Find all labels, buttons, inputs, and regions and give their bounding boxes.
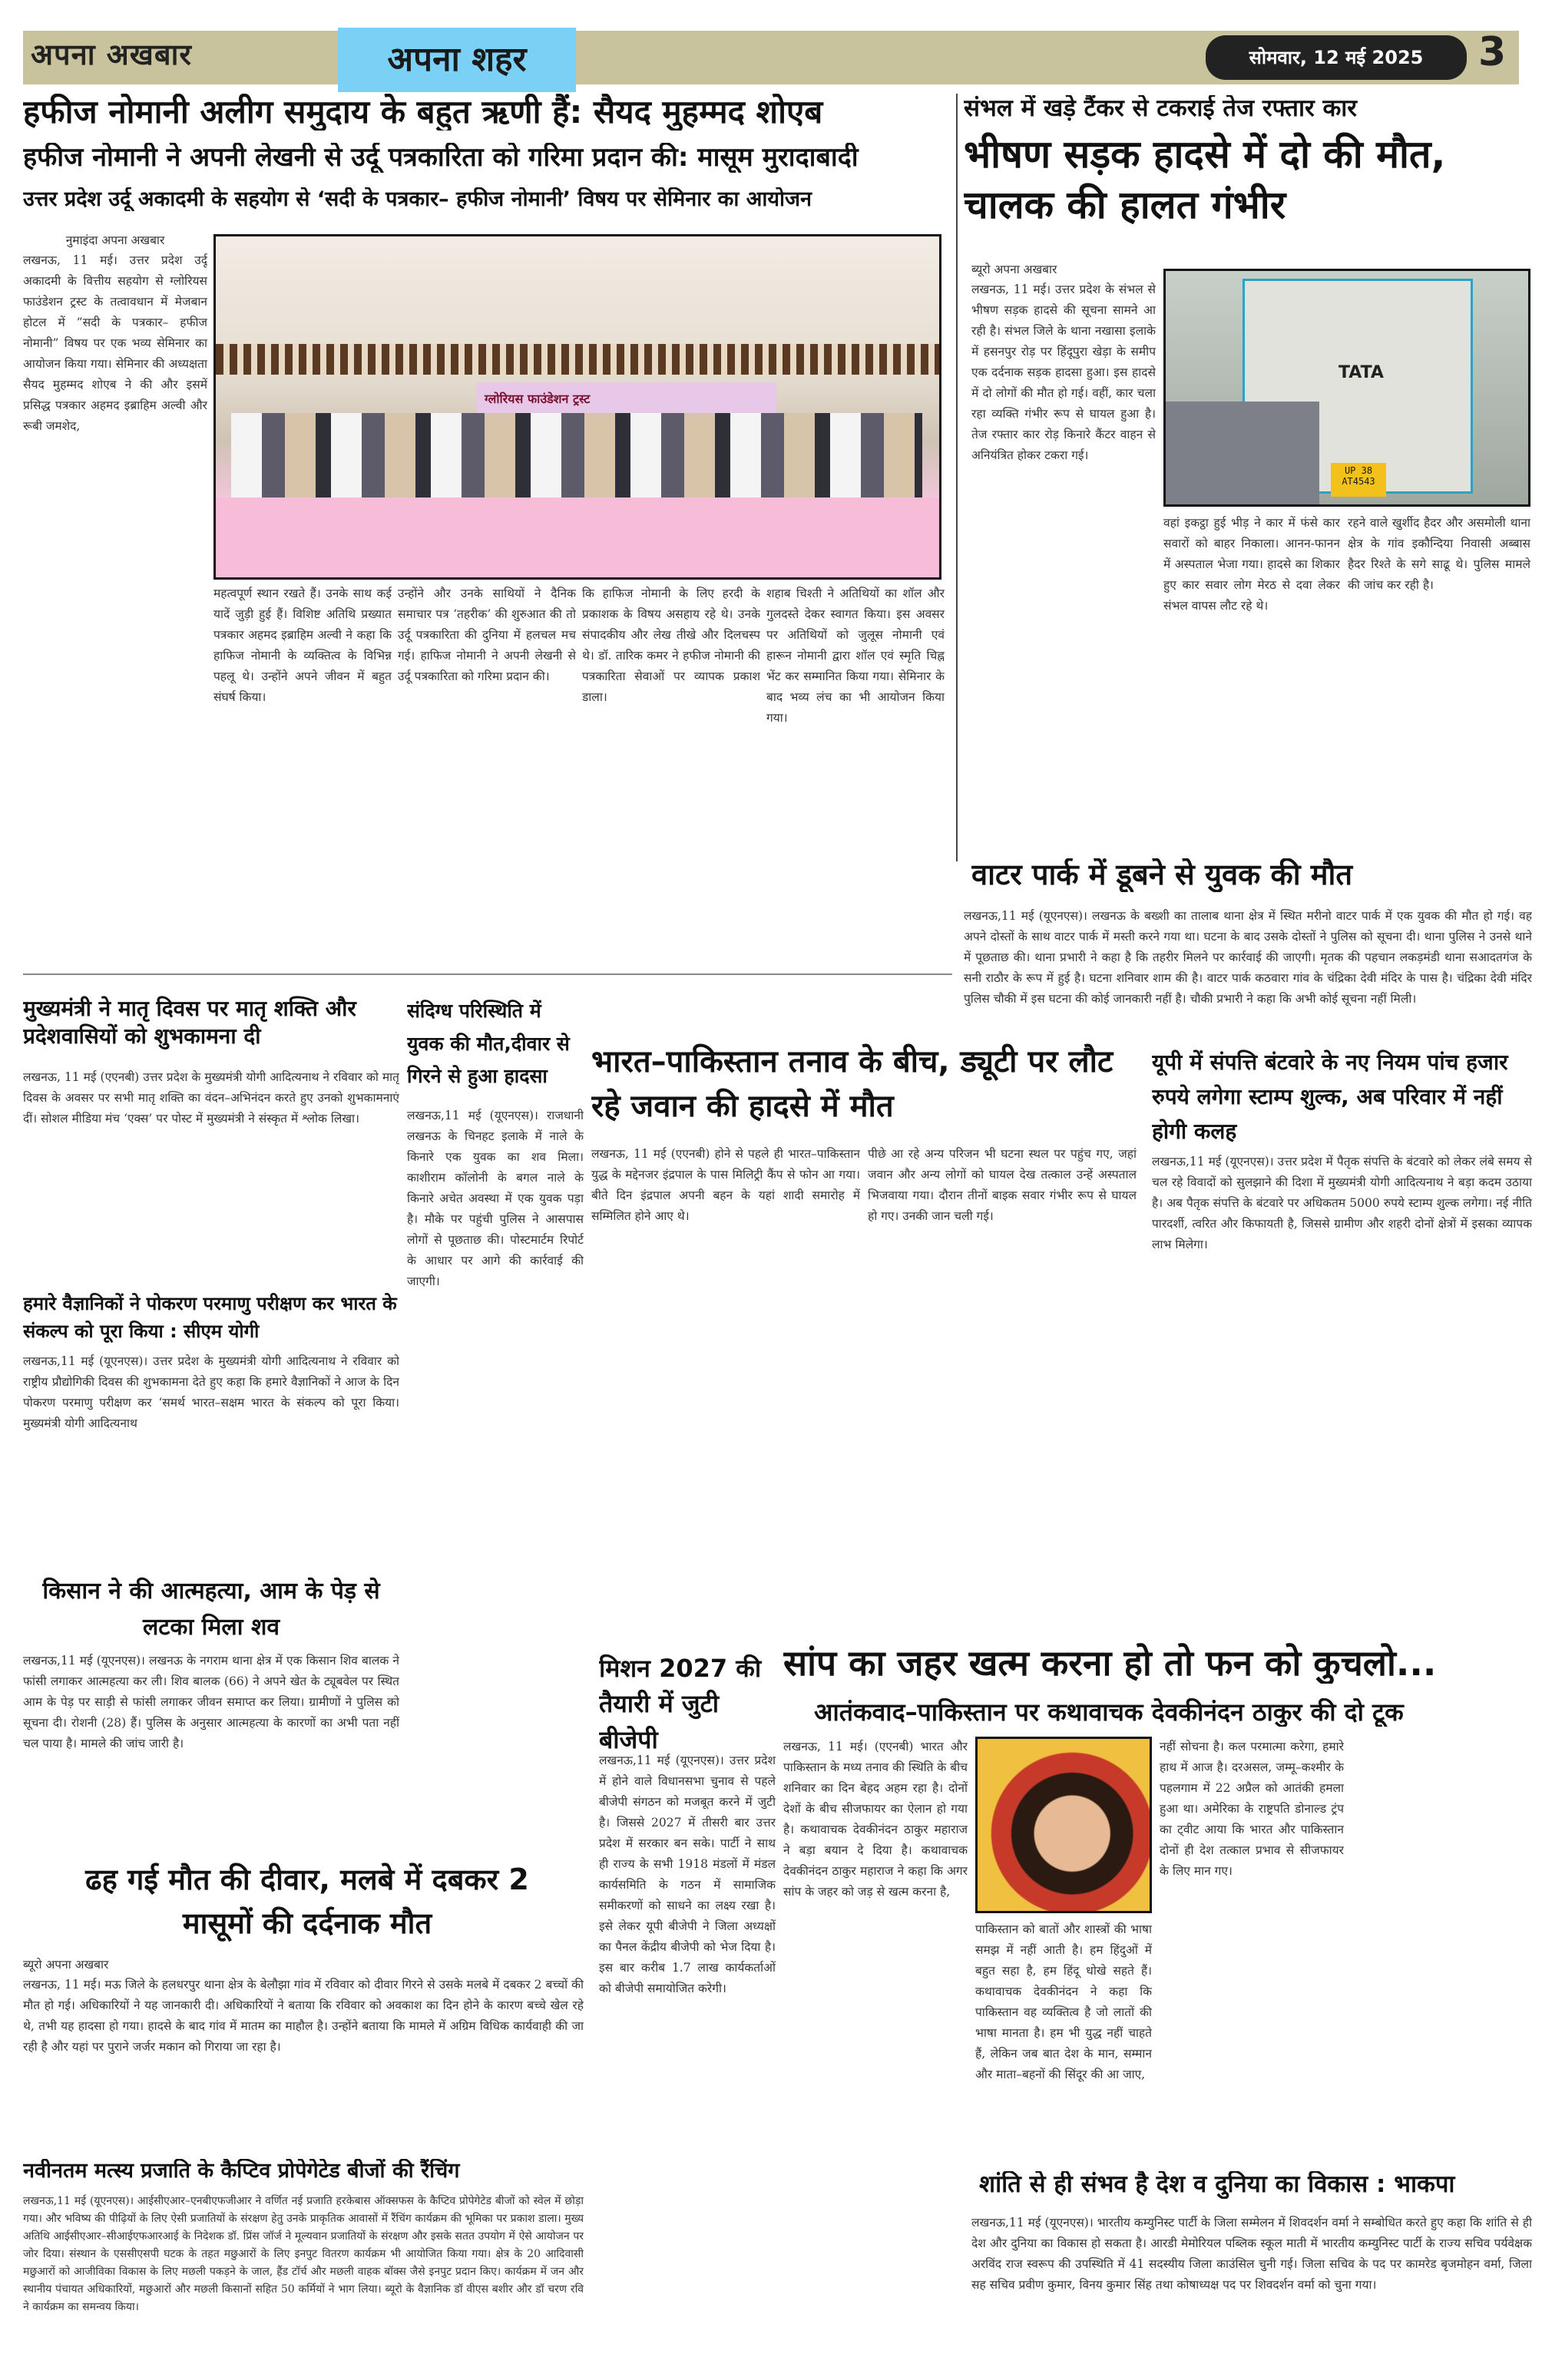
- seminar-photo: [213, 234, 941, 580]
- devkinandan-subhead: आतंकवाद–पाकिस्तान पर कथावाचक देवकीनंदन ठाकुर की दो टूक: [814, 1698, 1404, 1727]
- sambhal-byline: ब्यूरो अपना अखबार: [971, 263, 1057, 276]
- jali-border: [216, 344, 941, 375]
- sambhal-body-col2: वहां इकट्ठा हुई भीड़ ने कार में फंसे कार सवारों को बाहर निकाला। आनन-फानन में अस्पताल भेजा गया। हादसे का शिकार हुए कार सवार लोग मेरठ से दवा लेकर संभल वापस लौट रहे थे।: [1163, 516, 1340, 613]
- jawan-body: लखनऊ, 11 मई (एएनबी) होने से पहले ही भारत–पाकिस्तान युद्ध के मद्देनजर इंद्रपाल के पास मिलिट्री कैंप से फोन आ गया। बीते दिन इंद्रपाल अपनी बहन के यहां शादी समारोह में सम्मिलित होने आए थे।: [591, 1147, 860, 1223]
- sambhal-body-col3: रहने वाले खुर्शीद हैदर और असमोली थाना क्षेत्र के गांव इकौन्दिया निवासी अब्बास हैदर रिश्ते के सगे साढू थे। पुलिस मामले की जांच कर रही है।: [1348, 516, 1530, 592]
- mission-body: लखनऊ,11 मई (यूएनएस)। उत्तर प्रदेश में होने वाले विधानसभा चुनाव से पहले बीजेपी संगठन को मजबूत करने में जुटी है। जिससे 2027 में तीसरी बार उत्तर प्रदेश में सरकार बन सके। पार्टी ने साथ ही राज्य के सभी 1918 मंडलों में मंडल कार्यसमिति के गठन में सामाजिक समीकरणों को साधने का लक्ष्य रखा है। इसे लेकर यूपी बीजेपी ने जिला अध्यक्षों का पैनल केंद्रीय बीजेपी को भेज दिया है। इस बार करीब 1.7 लाख कार्यकर्ताओं को बीजेपी समायोजित करेगी।: [599, 1754, 776, 1995]
- devkinandan-body-col4: [1352, 1737, 1532, 2167]
- cm-body: लखनऊ, 11 मई (एएनबी) उत्तर प्रदेश के मुख्यमंत्री योगी आदित्यनाथ ने रविवार को मातृ दिवस के अवसर पर सभी मातृ शक्ति का वंदन–अभिनंदन करते हुए उनको शुभकामनाएं दीं। सोशल मीडिया मंच ‘एक्स’ पर पोस्ट में मुख्यमंत्री ने संस्कृत में श्लोक लिखा।: [23, 1070, 399, 1126]
- table-skirt: [216, 497, 941, 580]
- wall-collapse-byline: ब्यूरो अपना अखबार: [23, 1958, 109, 1972]
- fish-headline: नवीनतम मत्स्य प्रजाति के कैप्टिव प्रोपेगेटेड बीजों की रैंचिंग: [23, 2159, 460, 2183]
- lead-body-col4: कि हाफिज नोमानी के लिए हरदी के प्रकाशक के विषय असहाय रहे थे। उनके संपादकीय और लेख तीखे और दिलचस्प थे। डॉ. तारिक कमर ने हफीज नोमानी की पत्रकारिता सेवाओं पर व्यापक प्रकाश डाला।: [582, 587, 760, 704]
- pokhran-body: लखनऊ,11 मई (यूएनएस)। उत्तर प्रदेश के मुख्यमंत्री योगी आदित्यनाथ ने रविवार को राष्ट्रीय प्रौद्योगिकी दिवस की शुभकामना देते हुए कहा कि हमारे वैज्ञानिकों ने आज के दिन पोकरण परमाणु परीक्षण कर ‘समर्थ भारत–सक्षम भारत के संकल्प को पूरा किया। मुख्यमंत्री योगी आदित्यनाथ: [23, 1354, 399, 1430]
- wall-death-body: लखनऊ,11 मई (यूएनएस)। राजधानी लखनऊ के चिनहट इलाके में नाले के किनारे एक युवक का शव मिला। काशीराम कॉलोनी के बगल नाले के किनारे अचेत अवस्था में एक युवक पड़ा है। मौके पर पहुंची पुलिस ने आसपास लोगों से पूछताछ की। पोस्टमार्टम रिपोर्ट के आधार पर आगे की कार्रवाई की जाएगी।: [407, 1109, 584, 1288]
- wall-collapse-headline: ढह गई मौत की दीवार, मलबे में दबकर 2 मासूमों की दर्दनाक मौत: [85, 1863, 529, 1940]
- lead-body-col5: शहाब चिश्ती ने अतिथियों का शॉल और गुलदस्ते देकर स्वागत किया। इस अवसर पर अतिथियों को जुलूस नोमानी एवं हारून नोमानी द्वारा शॉल एवं स्मृति चिह्न भेंट कर सम्मानित किया गया। सेमिनार के बाद भव्य लंच का भी आयोजन किया गया।: [766, 587, 945, 725]
- cpi-body: लखनऊ,11 मई (यूएनएस)। भारतीय कम्युनिस्ट पार्टी के जिला सम्मेलन में शिवदर्शन वर्मा ने सम्बोधित करते हुए कहा कि शांति से ही देश और दुनिया का विकास हो सकता है। आरडी मेमोरियल पब्लिक स्कूल माती में भारतीय कम्युनिस्ट पार्टी के राज्य सचिव पर्यवेक्षक अरविंद राज स्वरूप की उपस्थिति में 41 सदस्यीय जिला काउंसिल चुनी गई। जिला सचिव के पद पर कामरेड बृजमोहन वर्मा, जिला सह सचिव प्रवीण कुमार, विनय कुमार सिंह तथा कोषाध्यक्ष पद पर शिवदर्शन वर्मा को चुना गया।: [971, 2216, 1532, 2292]
- sambhal-headline: भीषण सड़क हादसे में दो की मौत, चालक की हालत गंभीर: [964, 132, 1446, 227]
- devkinandan-body-col3: नहीं सोचना है। कल परमात्मा करेगा, हमारे हाथ में आज है। दरअसल, जम्मू–कश्मीर के पहलगाम में 22 अप्रैल को आतंकी हमला हुआ था। अमेरिका के राष्ट्रपति डोनाल्ड ट्रंप का ट्वीट आया कि भारत और पाकिस्तान दोनों ही देश तत्काल प्रभाव से सीजफायर के लिए मान गए।: [1160, 1740, 1344, 1878]
- cm-headline: मुख्यमंत्री ने मातृ दिवस पर मातृ शक्ति और प्रदेशवासियों को शुभकामना दी: [23, 996, 356, 1050]
- waterpark-headline: वाटर पार्क में डूबने से युवक की मौत: [971, 858, 1353, 891]
- mission-headline: मिशन 2027 की तैयारी में जुटी बीजेपी: [599, 1654, 762, 1754]
- lead-body: लखनऊ, 11 मई। उत्तर प्रदेश उर्दू अकादमी के वित्तीय सहयोग से ग्लोरियस फाउंडेशन ट्रस्ट के तत्वावधान में मेजबान होटल में ”सदी के पत्रकार– हफीज नोमानी” विषय पर एक भव्य सेमिनार का आयोजन किया गया। सेमिनार की अध्यक्षता सैयद मुहम्मद शोएब ने की और इसमें प्रसिद्ध पत्रकार अहमद इब्राहिम अल्वी और रूबी जमशेद,: [23, 253, 207, 433]
- license-plate: UP 38 AT4543: [1331, 463, 1386, 497]
- jawan-body-col2: पीछे आ रहे अन्य परिजन भी घटना स्थल पर पहुंच गए, जहां जवान और अन्य लोगों को घायल देख तत्काल उन्हें अस्पताल भिजवाया गया। दौरान तीनों बाइक सवार गंभीर रूप से घायल हो गए। उनकी जान चली गई।: [868, 1147, 1137, 1223]
- column-divider: [956, 94, 958, 861]
- date-badge: सोमवार, 12 मई 2025: [1206, 35, 1467, 80]
- fish-body: लखनऊ,11 मई (यूएनएस)। आईसीएआर–एनबीएफजीआर ने वर्णित नई प्रजाति हरकेबास ऑक्सफस के कैप्टिव प्रोपेगेटेड बीजों को स्वेल में छोड़ा गया। और भविष्य की पीढ़ियों के लिए ऐसी प्रजातियों के संरक्षण हेतु उनके प्राकृतिक आवासों में रैंचिंग कार्यक्रम की भूमिका पर प्रकाश डाला। मुख्य अतिथि आईसीएआर–सीआईएफआरआई के निदेशक डॉ. प्रिंस जॉर्ज ने मूल्यवान प्रजातियों के संरक्षण और इसके सतत उपयोग में ऐसे आयोजन पर जोर दिया। संस्थान के एससीएसपी घटक के तहत मछुआरों के लिए इनपुट वितरण कार्यक्रम भी आयोजित किया गया। क्षेत्र के 20 आदिवासी मछुआरों को आजीविका विकास के लिए मछली पकड़ने के जाल, हैंड टॉर्च और मछली वाहक बॉक्स जैसे इनपुट प्रदान किए। कार्यक्रम में जन और स्थानीय पंचायत अधिकारियों, मछुआरों और मछली किसानों सहित 50 कर्मियों ने भाग लिया। ब्यूरो के वैज्ञानिक डॉ वीएस बशीर और डॉ चरण रवि ने कार्यक्रम का समन्वय किया।: [23, 2195, 584, 2313]
- cpi-headline: शांति से ही संभव है देश व दुनिया का विकास : भाकपा: [979, 2171, 1455, 2198]
- lead-body-col3: उन्होंने और उनके साथियों ने दैनिक समाचार पत्र ‘तहरीक’ की शुरुआत की तो उर्दू पत्रकारिता की दुनिया में हलचल मच गई। हाफिज नोमानी ने अपनी लेखनी से उर्दू पत्रकारिता को गरिमा प्रदान की।: [398, 587, 576, 683]
- wall-death-headline: संदिग्ध परिस्थिति में युवक की मौत,दीवार से गिरने से हुआ हादसा: [407, 1000, 570, 1087]
- banner-text: ग्लोरियस फाउंडेशन ट्रस्ट: [485, 392, 591, 406]
- jawan-headline: भारत–पाकिस्तान तनाव के बीच, ड्यूटी पर लौट रहे जवान की हादसे में मौत: [591, 1044, 1113, 1124]
- lead-subhead: हफीज नोमानी ने अपनी लेखनी से उर्दू पत्रकारिता को गरिमा प्रदान की: मासूम मुरादाबादी: [23, 143, 859, 173]
- farmer-body: लखनऊ,11 मई (यूएनएस)। लखनऊ के नगराम थाना क्षेत्र में एक किसान शिव बालक ने फांसी लगाकर आत्महत्या कर ली। शिव बालक (66) ने अपने खेत के ट्यूबवेल पर स्थित आम के पेड़ पर साड़ी से फांसी लगाकर जीवन समाप्त कर लिया। ग्रामीणों ने पुलिस को सूचना दी। रोशनी (28) हैं। पुलिस के अनुसार आत्महत्या के कारणों का अभी पता नहीं चल पाया है। मामले की जांच जारी है।: [23, 1654, 399, 1750]
- waterpark-body: लखनऊ,11 मई (यूएनएस)। लखनऊ के बख्शी का तालाब थाना क्षेत्र में स्थित मरीनो वाटर पार्क में एक युवक की मौत हो गई। वह अपने दोस्तों के साथ वाटर पार्क में मस्ती करने गया था। घटना के बाद उसके दोस्तों ने पुलिस को सूचना दी। थाना पुलिस ने उनसे थाने में पूछताछ की। थाना प्रभारी ने कहा है कि तहरीर मिलने पर कार्रवाई की जाएगी। मृतक की पहचान लकड़मंडी थाना सआदतगंज के सनी राठौर के रूप में हुई है। घटना शनिवार शाम की है। वाटर पार्क कठवारा गांव के चंद्रिका देवी मंदिर के पास है। चंद्रिका देवी मंदिर पुलिस चौकी में इस घटना की कोई जानकारी नहीं है। चौकी प्रभारी ने कहा कि अभी कोई सूचना नहीं मिली।: [964, 909, 1532, 1006]
- section-tag: अपना शहर: [338, 28, 576, 92]
- paper-name: अपना अखबार: [31, 38, 192, 71]
- lead-byline: नुमाइंदा अपना अखबार: [65, 233, 165, 247]
- crashed-car: [1166, 402, 1319, 507]
- section-divider: [23, 973, 952, 975]
- devkinandan-photo: [975, 1737, 1152, 1913]
- lead-deck: उत्तर प्रदेश उर्दू अकादमी के सहयोग से ‘सदी के पत्रकार– हफीज नोमानी’ विषय पर सेमिनार का आयोजन: [23, 187, 812, 211]
- devkinandan-headline: सांप का जहर खत्म करना हो तो फन को कुचलो...: [783, 1643, 1437, 1684]
- sambhal-body: लखनऊ, 11 मई। उत्तर प्रदेश के संभल से भीषण सड़क हादसे की सूचना सामने आ रही है। संभल जिले के थाना नखासा इलाके में हसनपुर रोड़ पर हिंदूपुरा खेड़ा के समीप एक दर्दनाक सड़क हादसा हुआ। इस हादसे में दो लोगों की मौत हो गई। वहीं, कार चला रहा व्यक्ति गंभीर रूप से घायल हुआ है। तेज रफ्तार कार रोड़ किनारे कैंटर वाहन से अनियंत्रित होकर टकरा गई।: [971, 283, 1156, 462]
- farmer-headline: किसान ने की आत्महत्या, आम के पेड़ से लटका मिला शव: [42, 1578, 380, 1641]
- truck-brand: TATA: [1338, 363, 1384, 382]
- sambhal-kicker: संभल में खड़े टैंकर से टकराई तेज रफ्तार कार: [964, 95, 1357, 122]
- lead-headline: हफीज नोमानी अलीग समुदाय के बहुत ऋणी हैं: सैयद मुहम्मद शोएब: [23, 94, 823, 131]
- devkinandan-body: लखनऊ, 11 मई। (एएनबी) भारत और पाकिस्तान के मध्य तनाव की स्थिति के बीच शनिवार का दिन बेहद अहम रहा है। दोनों देशों के बीच सीजफायर का ऐलान हो गया है। कथावाचक देवकीनंदन ठाकुर महाराज ने बड़ा बयान दे दिया है। कथावाचक देवकीनंदन ठाकुर महाराज ने कहा कि अगर सांप के जहर को जड़ से खत्म करना है,: [783, 1740, 968, 1899]
- lead-body-col2: महत्वपूर्ण स्थान रखते हैं। उनके साथ कई यादें जुड़ी हुई हैं। विशिष्ट अतिथि प्रख्यात पत्रकार अहमद इब्राहिम अल्वी ने कहा कि हाफिज नोमानी के व्यक्तित्व के विभिन्न पहलू थे। उन्होंने अपने जीवन में बहुत संघर्ष किया।: [213, 587, 392, 704]
- accident-photo: [1163, 269, 1530, 507]
- wall-collapse-body: लखनऊ, 11 मई। मऊ जिले के हलधरपुर थाना क्षेत्र के बेलौझा गांव में रविवार को दीवार गिरने से उसके मलबे में दबकर 2 बच्चों की मौत हो गई। अधिकारियों ने यह जानकारी दी। अधिकारियों ने बताया कि रविवार को अवकाश का दिन होने के कारण बच्चे खेल रहे थे, तभी यह हादसा हो गया। हादसे के बाद गांव में मातम का माहौल है। उन्होंने बताया कि मामले में अग्रिम विधिक कार्यवाही की जा रही है और यहां पर पुराने जर्जर मकान को गिराया जा रहा है।: [23, 1978, 584, 2054]
- pokhran-headline: हमारे वैज्ञानिकों ने पोकरण परमाणु परीक्षण कर भारत के संकल्प को पूरा किया : सीएम योगी: [23, 1293, 397, 1342]
- page-number: 3: [1478, 29, 1507, 75]
- property-headline: यूपी में संपत्ति बंटवारे के नए नियम पांच हजार रुपये लगेगा स्टाम्प शुल्क, अब परिवार में नहीं होगी कलह: [1152, 1050, 1508, 1144]
- property-body: लखनऊ,11 मई (यूएनएस)। उत्तर प्रदेश में पैतृक संपत्ति के बंटवारे को लेकर लंबे समय से चल रहे विवादों को सुलझाने की दिशा में मुख्यमंत्री योगी आदित्यनाथ ने बड़ा कदम उठाया है। अब पैतृक संपत्ति के बंटवारे पर अधिकतम 5000 रुपये स्टाम्प शुल्क लगेगा। नई नीति पारदर्शी, त्वरित और किफायती है, जिससे ग्रामीण और शहरी दोनों क्षेत्रों में इसका व्यापक लाभ मिलेगा।: [1152, 1155, 1532, 1251]
- devkinandan-body-col2: पाकिस्तान को बातों और शास्त्रों की भाषा समझ में नहीं आती है। हम हिंदुओं में बहुत सहा है, हम हिंदू धोखे सहते हैं। कथावाचक देवकीनंदन ने कहा कि पाकिस्तान वह व्यक्तित्व है जो लातों की भाषा मानता है। हम भी युद्ध नहीं चाहते हैं, लेकिन जब बात देश के मान, सम्मान और माता–बहनों की सिंदूर की आ जाए,: [975, 1922, 1152, 2081]
